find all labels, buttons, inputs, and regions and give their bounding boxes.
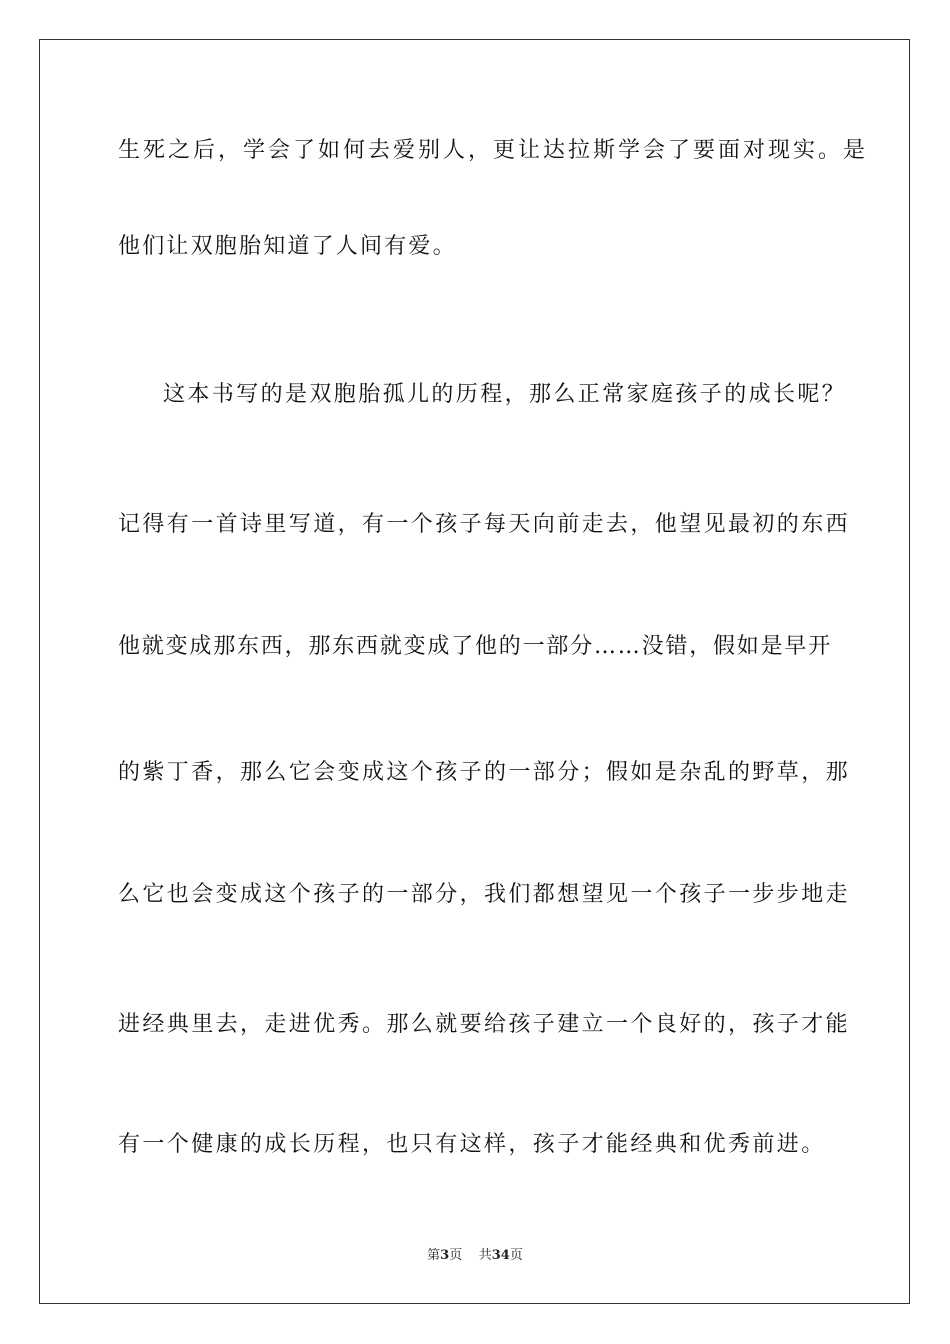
paragraph-first-line: 这本书写的是双胞胎孤儿的历程，那么正常家庭孩子的成长呢？ bbox=[163, 382, 847, 407]
text-line: 他就变成那东西，那东西就变成了他的一部分……没错，假如是早开 bbox=[118, 634, 833, 659]
text-line: 么它也会变成这个孩子的一部分，我们都想望见一个孩子一步步地走 bbox=[118, 882, 851, 907]
page-border bbox=[39, 39, 910, 1304]
text-line: 他们让双胞胎知道了人间有爱。 bbox=[118, 234, 457, 259]
text-line: 记得有一首诗里写道，有一个孩子每天向前走去，他望见最初的东西 bbox=[118, 512, 851, 537]
text-line: 的紫丁香，那么它会变成这个孩子的一部分；假如是杂乱的野草，那 bbox=[118, 760, 851, 785]
text-line: 有一个健康的成长历程，也只有这样，孩子才能经典和优秀前进。 bbox=[118, 1132, 826, 1157]
text-line: 生死之后，学会了如何去爱别人，更让达拉斯学会了要面对现实。是 bbox=[118, 138, 869, 163]
page-footer bbox=[0, 1246, 950, 1266]
total-suffix: 页 bbox=[509, 1248, 523, 1263]
page-number: 3 bbox=[440, 1248, 450, 1263]
text-line: 进经典里去，走进优秀。那么就要给孩子建立一个良好的，孩子才能 bbox=[118, 1012, 851, 1037]
page-prefix: 第 bbox=[427, 1248, 441, 1263]
total-prefix: 共 bbox=[478, 1248, 492, 1263]
total-pages: 34 bbox=[491, 1248, 510, 1263]
page-suffix: 页 bbox=[449, 1248, 463, 1263]
